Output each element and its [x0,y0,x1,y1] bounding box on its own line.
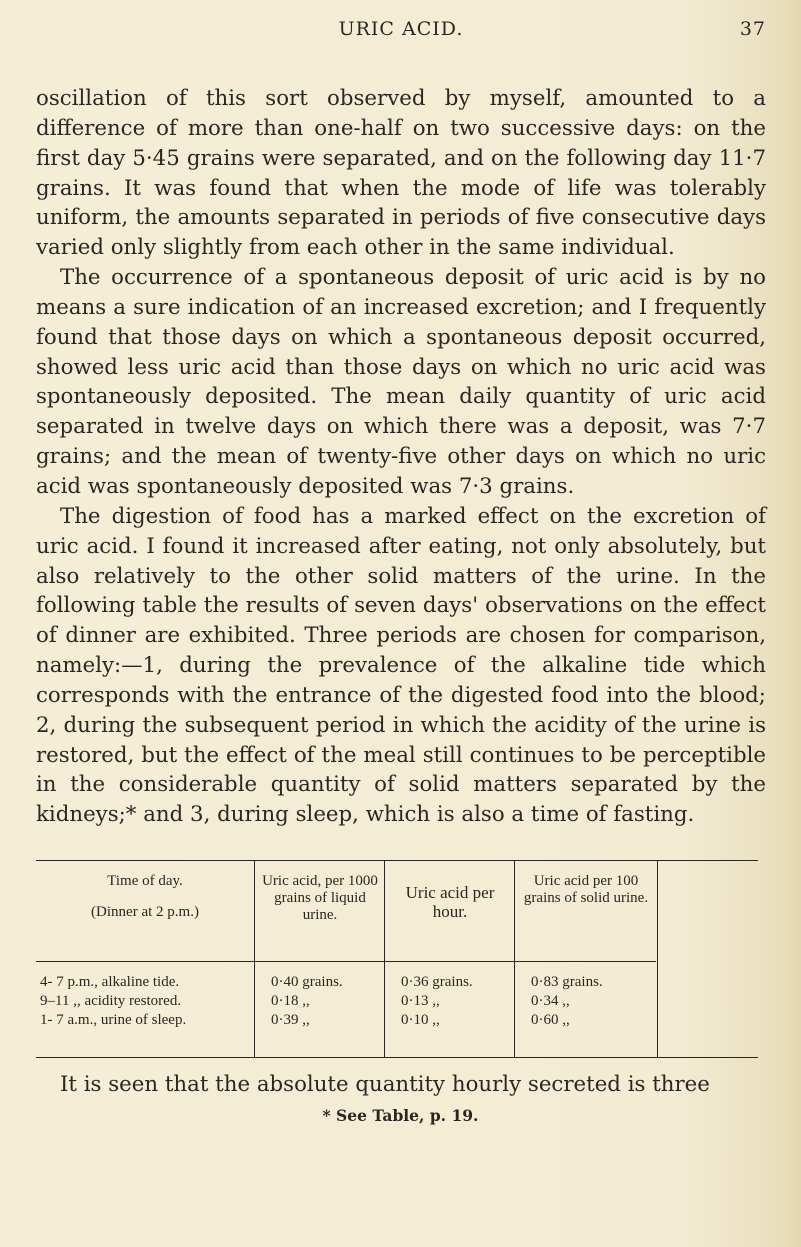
table-cell: 0·83 grains. [531,974,603,990]
running-head [36,18,766,48]
table-cell: 0·39 ,, [271,1012,310,1028]
header-per-100-solid: Uric acid per 100 grains of solid urine. [523,873,649,906]
footnote: * See Table, p. 19. [322,1106,479,1125]
table-cell: 0·10 ,, [401,1012,440,1028]
header-time [40,873,250,921]
table-cell: 9–11 ,, acidity restored. [40,993,182,1009]
table-column-time [36,861,254,1057]
paragraph-3: The digestion of food has a marked effect on the excretion of uric acid. I found it increased after eating, not only absolutely, but also relatively to the other solid matters of the urine. In the following table the results of seven days' observations on the effect of dinner are exhibited. Three periods are chosen for comparison, namely:—1, during the prevalence of the alkaline tide which corresponds with the entrance of the digested food into the blood; 2, during the subsequent period in which the acidity of the urine is restored, but the effect of the meal still continues to be perceptible in the considerable quantity of solid matters separated by the kidneys;* and 3, during sleep, which is also a time of fasting. [36,503,766,828]
running-title: URIC ACID. [338,18,464,40]
table-cell: 4- 7 p.m., alkaline tide. [40,974,180,990]
table-cell: 0·36 grains. [401,974,473,990]
table-column-per-1000-liquid [254,861,385,1057]
table-cell: 0·34 ,, [531,993,570,1009]
uric-acid-table [36,860,758,1058]
table-cell: 1- 7 a.m., urine of sleep. [40,1012,187,1028]
table-cell: 0·13 ,, [401,993,440,1009]
page-number: 37 [739,18,766,40]
table-column-per-hour [384,861,515,1057]
table-column-per-100-solid [514,861,658,1057]
table-cell: 0·60 ,, [531,1012,570,1028]
body-text [36,84,766,830]
header-time-line2: (Dinner at 2 p.m.) [91,904,199,920]
paragraph-2: The occurrence of a spontaneous deposit of uric acid is by no means a sure indication of an increased excretion; and I frequently found that those days on which a spontaneous deposit occurred, showed less uric acid than those days on which no uric acid was spontaneously deposited. The mean daily quantity of uric acid separated in twelve days on which there was a deposit, was 7·7 grains; and the mean of twenty-five other days on which no uric acid was spontaneously deposited was 7·3 grains. [36,265,766,499]
header-per-hour: Uric acid per hour. [405,883,495,921]
header-time-line1: Time of day. [107,873,183,889]
table-cell: 0·40 grains. [271,974,343,990]
paragraph-after-table: It is seen that the absolute quantity hourly secreted is three [60,1072,710,1097]
paragraph-1: oscillation of this sort observed by myself, amounted to a difference of more than one-half on two successive days: on the first day 5·45 grains were separated, and on the following day 11·7 grains. It was found that when the mode of life was tolerably uniform, the amounts separated in periods of five consecutive days varied only slightly from each other in the same individual. [36,86,766,261]
table-cell: 0·18 ,, [271,993,310,1009]
header-per-1000-liquid: Uric acid, per 1000 grains of liquid urine. [262,873,378,923]
